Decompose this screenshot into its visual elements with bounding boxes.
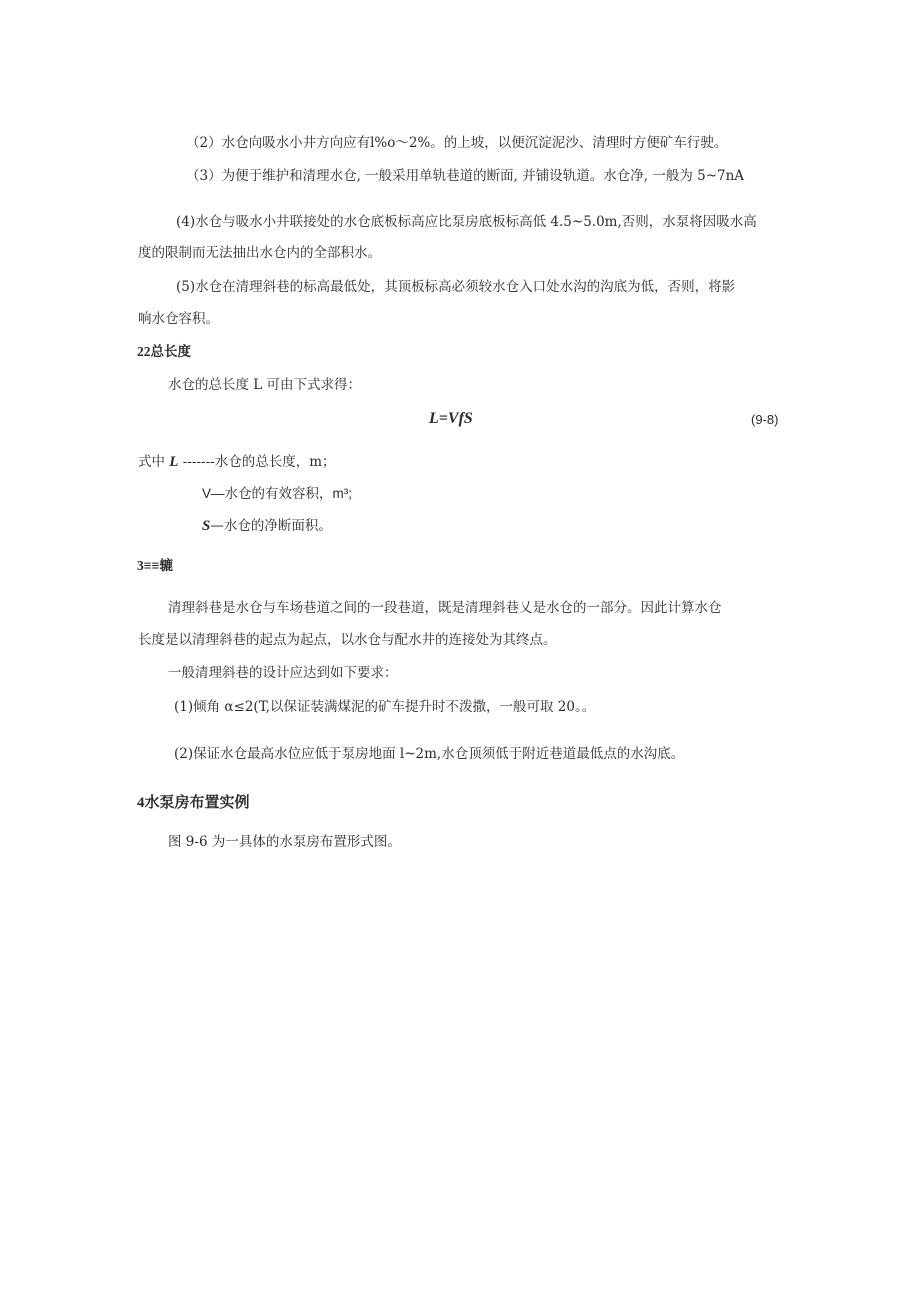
paragraph-5-line-2: 响水仓容积。 bbox=[138, 311, 219, 327]
where-L-description: -------水仓的总长度，m； bbox=[182, 454, 336, 470]
section-4-heading bbox=[137, 793, 250, 813]
section-22-heading bbox=[137, 342, 191, 362]
paragraph-5-line-1: (5)水仓在清理斜巷的标高最低处，其顶板标高必须较水仓入口处水沟的沟底为低，否则，将影 bbox=[176, 279, 736, 295]
section-3-paragraph-1-line-1: 清理斜巷是水仓与车场巷道之间的一段巷道，既是清理斜巷乂是水仓的一部分。因此计算水仓 bbox=[168, 600, 722, 616]
paragraph-3: （3）为便于维护和清理水仓, 一般采用单轨巷道的断面, 并铺设轨道。水仓净, 一般为 5~7nA bbox=[186, 168, 745, 184]
section-4-title: 水泵房布置实例 bbox=[144, 794, 250, 811]
section-22-number: 22 bbox=[137, 344, 151, 359]
section-3-title: ≡≡辘 bbox=[143, 558, 174, 573]
section-4-number: 4 bbox=[137, 795, 145, 811]
where-L-line bbox=[138, 452, 336, 472]
where-S-line bbox=[202, 516, 332, 536]
section-22-intro: 水仓的总长度 L 可由下式求得： bbox=[168, 377, 362, 393]
where-V-line: V—水仓的有效容积，m³; bbox=[202, 486, 352, 501]
where-prefix: 式中 bbox=[138, 454, 165, 470]
section-3-number: 3 bbox=[137, 558, 144, 573]
section-3-heading bbox=[137, 556, 173, 576]
where-S-description: —水仓的净断面积。 bbox=[210, 518, 332, 534]
requirement-1: (1)倾角 α≤2(T,以保证装满煤泥的矿车提升时不泼撒，一般可取 20。。 bbox=[174, 699, 596, 715]
requirement-2: (2)保证水仓最高水位应低于泵房地面 l~2m,水仓顶须低于附近巷道最低点的水沟底。 bbox=[174, 746, 685, 762]
formula: L=VfS bbox=[429, 410, 473, 427]
paragraph-2: （2）水仓向吸水小井方向应有l%o～2%。的上坡，以便沉淀泥沙、清理时方便矿车行驶。 bbox=[186, 135, 728, 151]
symbol-L: L bbox=[169, 454, 179, 470]
section-3-paragraph-1-line-2: 长度是以清理斜巷的起点为起点，以水仓与配水井的连接处为其终点。 bbox=[138, 632, 557, 648]
equation-number: (9-8) bbox=[751, 412, 779, 427]
symbol-S: S bbox=[202, 518, 211, 534]
paragraph-4-line-1: (4)水仓与吸水小井联接处的水仓底板标高应比泵房底板标高低 4.5~5.0m,否则，水泵将因吸水高 bbox=[176, 214, 757, 230]
paragraph-4-line-2: 度的限制而无法抽出水仓内的全部积水。 bbox=[138, 245, 381, 261]
section-4-paragraph: 图 9-6 为一具体的水泵房布置形式图。 bbox=[168, 834, 401, 850]
section-22-title: 总长度 bbox=[150, 344, 191, 359]
section-3-paragraph-2: 一般清理斜巷的设计应达到如下要求： bbox=[168, 665, 398, 681]
